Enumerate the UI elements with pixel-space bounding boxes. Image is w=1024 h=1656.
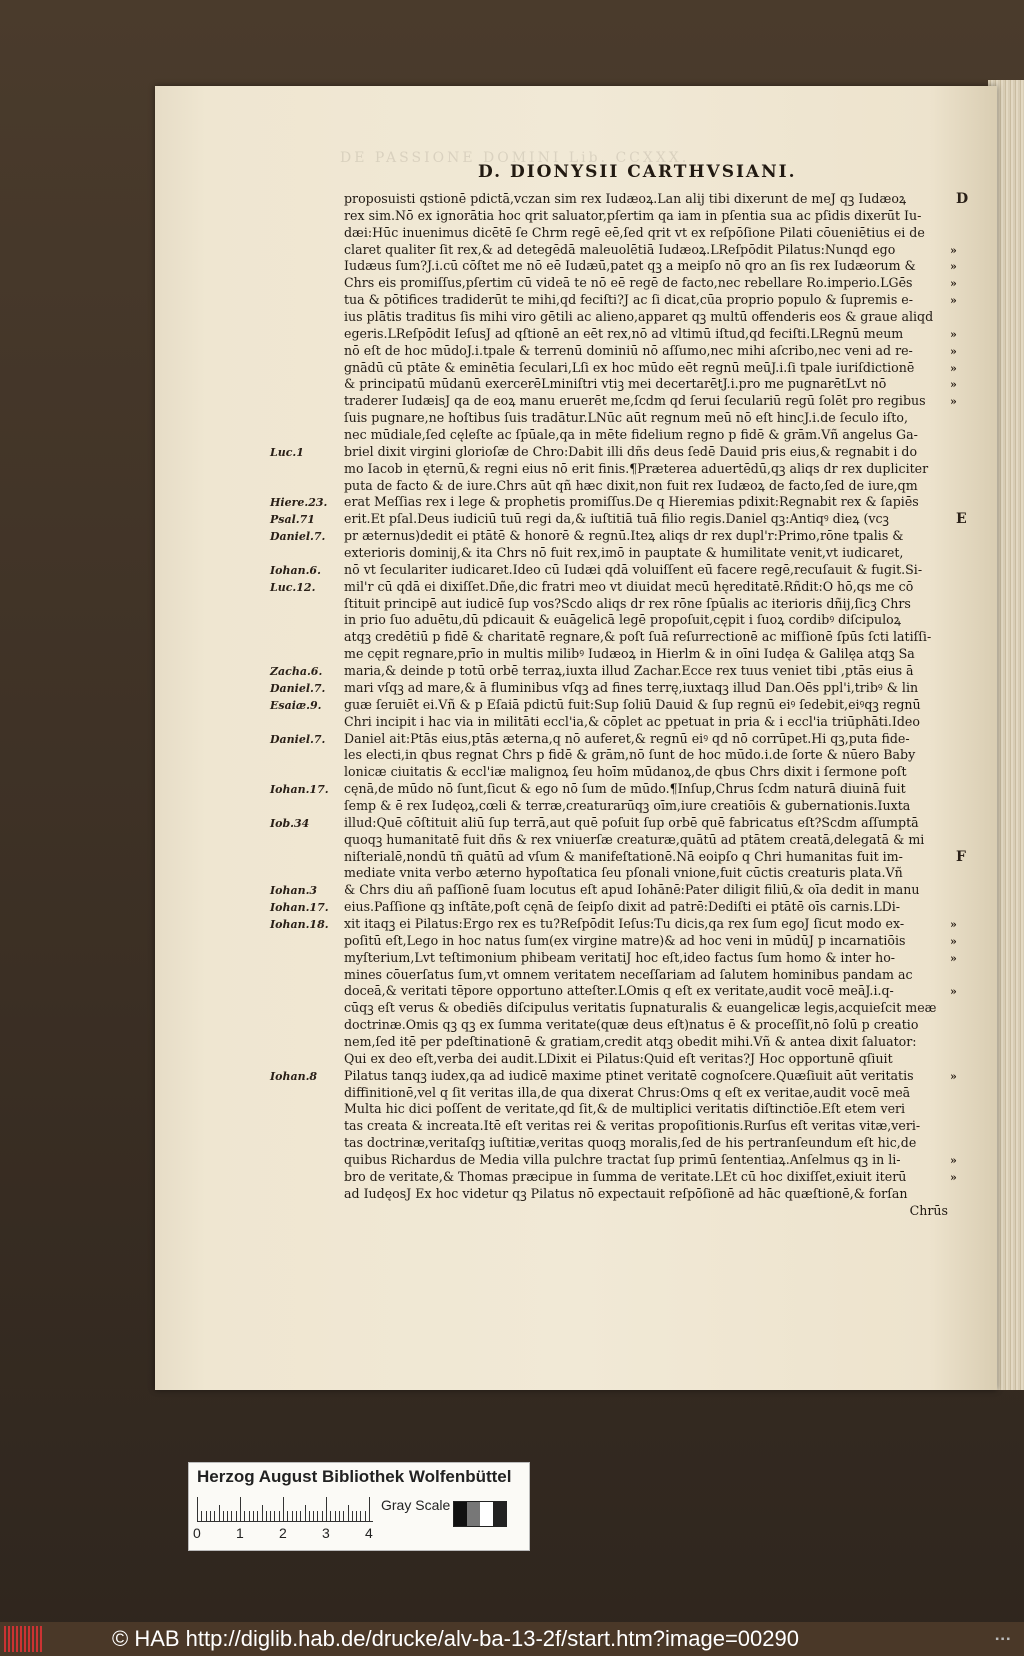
text-line: rex sim.Nō ex ignorātia hoc qrit saluator,pſertim qa iam in pſentia sua ac pſidis dixerūt Iu- (344, 207, 922, 223)
text-line: Qui ex deo eſt,verba dei audit.LDixit ei Pilatus:Quid eſt veritas?J Hoc opportunē qſiuit (344, 1050, 893, 1066)
ruler-tick (231, 1511, 232, 1521)
ruler-tick (279, 1511, 280, 1521)
ruler-tick (201, 1511, 202, 1521)
margin-reference: Iohan.3 (270, 884, 318, 898)
main-text-block (344, 191, 948, 1219)
text-line: dæi:Hūc inuenimus dicētē ſe Chrm regē eē,ſed qrit vt ex reſpōſione Pilati cōueniētius ei de (344, 224, 925, 240)
section-letter: D (956, 191, 969, 207)
ruler-tick (305, 1505, 306, 1521)
margin-reference: Daniel.7. (270, 681, 326, 695)
quote-marker: » (950, 277, 957, 291)
text-line: ius plātis traditus ſis mihi viro gētili ac alieno,apparet qꝫ multū offenderis eos & graue aliqd (344, 309, 934, 325)
ruler-tick (369, 1497, 370, 1521)
ruler-tick (296, 1511, 297, 1521)
text-line: myſterium,Lvt teſtimonium phibeam veritatiJ hoc eſt,ideo factus ſum homo & inter ho- (344, 949, 896, 965)
ruler-tick (253, 1511, 254, 1521)
text-line: Chrs eis promiſſus,pſertim cū videā te nō eē regē de facto,nec rebellare Ro.imperio.LGēs (344, 275, 913, 291)
ruler-tick (326, 1497, 327, 1521)
text-line: guæ ſeruiēt ei.Vñ & p Eſaiā pdictū fuit:Sup ſoliū Dauid & ſup regnū eiꝰ ſedebit,eiꝰqꝫ regnū (344, 696, 921, 712)
text-line: ad IudęosJ Ex hoc videtur qꝫ Pilatus nō expectauit reſpōſionē ad hāc quæſtionē,& forſan (344, 1185, 908, 1201)
text-line: cęnā,de mūdo nō ſunt,ſicut & ego nō ſum de mūdo.¶Inſup,Chrus ſcdm naturā diuinā fuit (344, 781, 906, 797)
text-line: & Chrs diu añ paſſionē ſuam locutus eſt apud Iohānē:Pater diligit filiū,& oīa dedit in manu (344, 882, 920, 898)
quote-marker: » (950, 917, 957, 931)
text-line: doctrinæ.Omis qꝫ qꝫ ex ſumma veritate(quæ deus eſt)natus ē & proceſſit,nō ſolū p creatio (344, 1017, 919, 1033)
text-line: egeris.LReſpōdit IeſusJ ad qſtionē an eēt rex,nō ad vltimū iſtud,qd feciſti.LRegnū meum (344, 325, 904, 341)
ruler-tick (317, 1511, 318, 1521)
text-line: in prio ſuo aduētu,dū pdicauit & euāgelicā legē propoſuit,cępit i ſuoꝝ cordibꝰ diſcipuloꝝ (344, 612, 902, 628)
ruler-tick (257, 1511, 258, 1521)
ruler-tick (206, 1511, 207, 1521)
scale-number: 0 (193, 1525, 201, 1541)
gray-scale-label: Gray Scale (381, 1497, 451, 1513)
text-line: puta de facto & de iure.Chrs aūt qñ hæc dixit,non fuit rex Iudæoꝝ de facto,ſed de iure,qm (344, 477, 918, 493)
ruler-tick (210, 1511, 211, 1521)
text-line: nō eſt de hoc mūdoJ.i.tpale & terrenū dominiū nō aſſumo,nec mihi aſcribo,nec veni ad re- (344, 342, 913, 358)
text-line: poſitū eſt,Lego in hoc natus ſum(ex virgine matre)& ad hoc veni in mūdūJ p incarnatiōis (344, 932, 906, 948)
margin-reference: Iohan.6. (270, 563, 321, 577)
bleed-through-text: DE PASSIONE DOMINI Lib. CCXXX. (340, 150, 690, 166)
ruler-tick (262, 1505, 263, 1521)
text-line: erat Meſſias rex i lege & prophetis promiſſus.De q Hieremias pdixit:Regnabit rex & ſapiēs (344, 494, 919, 510)
text-line: ſtituit principē aut iudicē ſup vos?Scdo aliqs dr rex rōne ſpūalis ac iterioris dñij,ſicꝫ Chrs (344, 595, 911, 611)
quote-marker: » (950, 260, 957, 274)
quote-marker: » (950, 327, 957, 341)
margin-reference: Hiere.23. (270, 496, 328, 510)
ruler-tick (214, 1511, 215, 1521)
margin-reference: Iohan.17. (270, 783, 329, 797)
ruler-tick (335, 1511, 336, 1521)
text-line: Chrūs (909, 1202, 948, 1218)
text-line: tua & pōtifices tradiderūt te mihi,qd feciſti?J ac ſi dicat,cūa proprio populo & ſupremis e- (344, 292, 913, 308)
text-line: mil'r cū qdā ei dixiſſet.Dñe,dic fratri meo vt diuidat mecū hęreditatē.Rñdit:O hō,qs me cō (344, 578, 914, 594)
text-line: xit itaqꝫ ei Pilatus:Ergo rex es tu?Reſpōdit Ieſus:Tu dicis,qa rex ſum egoJ ſicut modo ex- (344, 915, 905, 931)
color-scale-card (188, 1462, 530, 1551)
text-line: exterioris dominij,& ita Chrs nō fuit rex,imō in pauptate & humilitate venit,vt iudicaret, (344, 545, 904, 561)
text-line: mines cōuerſatus ſum,vt omnem veritatem neceſſariam ad ſalutem hominibus pandam ac (344, 966, 913, 982)
text-line: Daniel ait:Ptās eius,ptās æterna,q nō auferet,& regnū eiꝰ qd nō corrūpet.Hi qꝫ,puta fide- (344, 730, 910, 746)
margin-reference: Zacha.6. (270, 665, 323, 679)
text-line: lonicæ ciuitatis & eccl'iæ malignoꝝ ſeu hoīm mūdanoꝝ,de qbus Chrs dixit i ſermone poſt (344, 764, 907, 780)
text-line: tas creata & increata.Itē eſt veritas rei & veritas propoſitionis.Rurſus eſt veritas vitæ,veri- (344, 1118, 921, 1134)
quote-marker: » (950, 1069, 957, 1083)
ruler-tick (330, 1511, 331, 1521)
text-line: Pilatus tanqꝫ iudex,qa ad iudicē maxime ptinet veritatē cognoſcere.Quæſiuit aūt veritatis (344, 1067, 914, 1083)
text-line: les electi,in qbus regnat Chrs p fidē & grām,nō ſunt de hoc mūdo.i.de ſorte & nūero Baby (344, 747, 916, 763)
library-name: Herzog August Bibliothek Wolfenbüttel (197, 1467, 512, 1486)
text-line: ſemp & ē rex Iudęoꝝ,cœli & terræ,creaturarūqꝫ oīm,iure creatiōis & gubernationis.Iuxta (344, 797, 911, 813)
margin-reference: Esaiæ.9. (270, 698, 322, 712)
text-line: bro de veritate,& Thomas præcipue in ſumma de veritate.LEt cū hoc dixiſſet,exiuit iterū (344, 1168, 907, 1184)
text-line: quibus Richardus de Media villa pulchre tractat ſup primū ſententiaꝝ.Anſelmus qꝫ in li- (344, 1151, 901, 1167)
ruler-tick (360, 1511, 361, 1521)
text-line: & principatū mūdanū exercerēLminiſtri vtiꝫ mei decertarētJ.i.pro me pugnarētLvt nō (344, 376, 887, 392)
text-line: maria,& deinde p totū orbē terraꝝ,iuxta illud Zachar.Ecce rex tuus veniet tibi ,ptās eius ā (344, 663, 914, 679)
ruler-tick (274, 1511, 275, 1521)
quote-marker: » (950, 1154, 957, 1168)
ruler-tick (283, 1497, 284, 1521)
quote-marker: » (950, 934, 957, 948)
footer-ornament: ▪▪▪ (995, 1634, 1012, 1645)
quote-marker: » (950, 951, 957, 965)
ruler-tick (309, 1511, 310, 1521)
quote-marker: » (950, 378, 957, 392)
text-line: diffinitionē,vel q ſit veritas illa,de qua dixerat Chrus:Oms q eſt ex veritae,audit vocē meā (344, 1084, 911, 1100)
ruler-tick (348, 1505, 349, 1521)
text-line: nec mūdiale,ſed cęleſte ac ſpūale,qa in mēte fidelium regno p fidē & grām.Vñ angelus Ga- (344, 427, 918, 443)
text-line: erit.Et pſal.Deus iudiciū tuū regi da,& iuſtitiā tuā filio regis.Daniel qꝫ:Antiqꝰ dieꝝ (vcꝫ (344, 511, 889, 527)
ruler-tick (300, 1511, 301, 1521)
ruler-tick (236, 1511, 237, 1521)
text-line: quoqꝫ humanitatē fuit dñs & rex vniuerſæ creaturæ,quātū ad ptātem creatā,delegatā & mi (344, 831, 925, 847)
quote-marker: » (950, 985, 957, 999)
text-line: Chri incipit i hac via in militāti eccl'ia,& cōplet ac ppetuat in pria & i eccl'ia triūphāti.Ideo (344, 713, 920, 729)
ruler-tick (249, 1511, 250, 1521)
text-line: mediate vnita verbo æterno hypoſtatica ſeu pſonali vnione,fuit cūctis creaturis plata.Vñ (344, 865, 903, 881)
quote-marker: » (950, 294, 957, 308)
ruler-tick (343, 1511, 344, 1521)
ruler-tick (266, 1511, 267, 1521)
quote-marker: » (950, 395, 957, 409)
footer-bar (0, 1622, 1024, 1656)
text-line: nem,ſed itē per pdeſtinationē & gratiam,credit atqꝫ obedit mihi.Vñ & antea dixit ſaluator: (344, 1033, 917, 1049)
text-line: traderer IudæisJ qa de eoꝝ manu eruerēt me,ſcdm qd ſerui ſeculariū regū ſolēt pro regibus (344, 393, 926, 409)
ruler-tick (270, 1511, 271, 1521)
ruler (197, 1497, 373, 1522)
text-line: Multa hic dici poſſent de veritate,qd ſit,& de multiplici veritatis diſtinctiōe.Eſt etem veri (344, 1101, 906, 1117)
text-line: briel dixit virgini glorioſæ de Chro:Dabit illi dñs deus ſedē Dauid pris eius,& regnabit i do (344, 443, 918, 459)
quote-marker: » (950, 361, 957, 375)
footer-url-text[interactable]: © HAB http://diglib.hab.de/drucke/alv-ba-13-2f/start.htm?image=00290 (112, 1626, 799, 1651)
section-letter: E (956, 511, 967, 528)
ruler-tick (223, 1511, 224, 1521)
running-head: D. DIONYSII CARTHVSIANI. (478, 162, 797, 182)
text-line: Iudæus ſum?J.i.cū cōſtet me nō eē Iudæū,patet qꝫ a meipſo nō qro an ſis rex Iudæorum & (344, 258, 916, 274)
text-line: mari vſqꝫ ad mare,& ā fluminibus vſqꝫ ad fines terrę,iuxtaqꝫ illud Dan.Oēs ppl'i,tribꝰ & lin (344, 679, 919, 695)
text-line: nō vt ſeculariter iudicaret.Ideo cū Iudæi qdā voluiſſent eū facere regē,recuſauit & fugit.Si- (344, 561, 923, 577)
quote-marker: » (950, 344, 957, 358)
quote-marker: » (950, 1170, 957, 1184)
scale-number: 2 (279, 1525, 287, 1541)
text-line: tas doctrinæ,veritaſqꝫ iuſtitiæ,veritas quoqꝫ moralis,ſed de his pertranſeundum eſt hic,de (344, 1135, 917, 1151)
text-line: niſterialē,nondū tñ quātū ad vſum & manifeſtationē.Nā eoipſo q Chri humanitas fuit im- (344, 848, 903, 864)
text-line: doceā,& veritati tēpore opportuno atteſter.LOmis q eſt ex veritate,audit vocē meāJ.i.q- (344, 983, 894, 999)
ruler-tick (339, 1511, 340, 1521)
ruler-tick (240, 1497, 241, 1521)
ruler-tick (227, 1511, 228, 1521)
text-line: atqꝫ credētiū p fidē & charitatē regnare,& poſt ſuā reſurrectionē ac miſſionē ſpūs ſcti latiſſi- (344, 629, 932, 645)
ruler-tick (244, 1511, 245, 1521)
margin-reference: Luc.12. (270, 580, 316, 594)
text-line: mo Iacob in ęternū,& regni eius nō erit finis.¶Præterea aduertēdū,qꝫ aliqs dr rex dupliciter (344, 460, 929, 476)
margin-reference: Luc.1 (270, 445, 304, 459)
margin-reference: Iohan.18. (270, 917, 329, 931)
margin-reference: Daniel.7. (270, 530, 326, 544)
margin-reference: Iob.34 (270, 816, 310, 830)
scale-number: 3 (322, 1525, 330, 1541)
ruler-tick (365, 1511, 366, 1521)
hab-logo-icon (4, 1626, 44, 1652)
text-line: gnādū cū ptāte & eminētia ſeculari,Lſi ex hoc mūdo eēt regnū meūJ.i.ſi tpale iuriſdictionē (344, 359, 915, 375)
ruler-tick (322, 1511, 323, 1521)
scale-number: 4 (365, 1525, 373, 1541)
ruler-tick (356, 1511, 357, 1521)
text-line: eius.Paſſione qꝫ inſtāte,poſt cęnā de ſeipſo dixit ad patrē:Dediſti ei ptātē oīs carnis.LDi- (344, 899, 901, 915)
section-letter: F (956, 848, 966, 865)
text-line: pr æternus)dedit ei ptātē & honorē & regnū.Iteꝝ aliqs dr rex dupl'r:Primo,rōne tpalis & (344, 528, 904, 544)
text-line: claret qualiter ſit rex,& ad detegēdā maleuolētiā Iudæoꝝ.LReſpōdit Pilatus:Nunqd ego (344, 241, 896, 257)
quote-marker: » (950, 243, 957, 257)
text-line: ſuis pugnare,ne hoſtibus ſuis tradātur.LNūc aūt regnum meū nō eſt hincJ.i.de ſeculo iſto, (344, 410, 908, 426)
ruler-tick (287, 1511, 288, 1521)
ruler-tick (292, 1511, 293, 1521)
text-line: proposuisti qstionē pdictā,vczan sim rex Iudæoꝝ.Lan alij tibi dixerunt de meJ qꝫ Iudæoꝝ (344, 191, 907, 206)
text-line: illud:Quē cōſtituit aliū ſup terrā,aut quē poſuit ſup orbē quē fabricatus eſt?Scdm aſſumptā (344, 814, 919, 830)
margin-reference: Iohan.17. (270, 901, 329, 915)
margin-reference: Daniel.7. (270, 732, 326, 746)
ruler-tick (197, 1497, 198, 1521)
margin-reference: Iohan.8 (270, 1069, 318, 1083)
text-line: me cępit regnare,prīo in multis milibꝰ Iudæoꝝ in Hierlm & in oīni Iudęa & Galilęa atqꝫ Sa (344, 646, 915, 662)
margin-reference: Psal.71 (270, 513, 315, 527)
ruler-tick (352, 1511, 353, 1521)
ruler-tick (313, 1511, 314, 1521)
ruler-tick (219, 1505, 220, 1521)
gray-scale-swatch (453, 1501, 507, 1527)
scale-number: 1 (236, 1525, 244, 1541)
text-line: cūqꝫ eſt verus & obediēs diſcipulus veritatis ſupnaturalis & euangelicæ legis,acquieſcit meæ (344, 1000, 937, 1016)
